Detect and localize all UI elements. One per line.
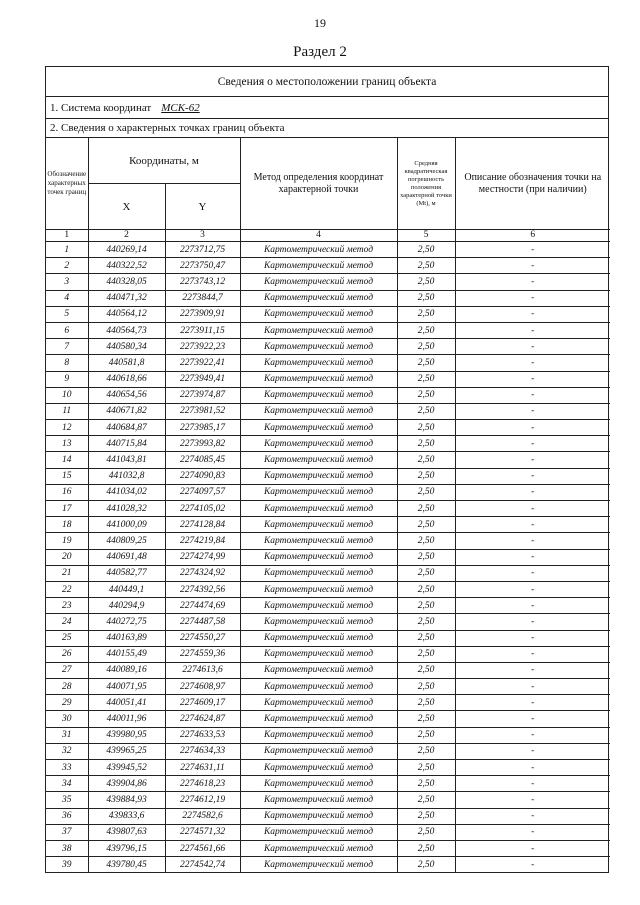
coordinate-x: 439780,45: [88, 857, 165, 873]
table-row: [46, 581, 610, 597]
coordinate-y: 2274561,66: [165, 840, 240, 856]
method-cell: Картометрический метод: [240, 630, 397, 646]
method-cell: Картометрический метод: [240, 743, 397, 759]
coordinate-y: 2273981,52: [165, 403, 240, 419]
method-cell: Картометрический метод: [240, 339, 397, 355]
table-row: [46, 501, 610, 517]
points-caption: 2. Сведения о характерных точках границ объекта: [46, 119, 608, 138]
method-cell: Картометрический метод: [240, 501, 397, 517]
method-cell: Картометрический метод: [240, 258, 397, 274]
description-cell: -: [455, 322, 610, 338]
description-cell: -: [455, 824, 610, 840]
coordinate-x: 440089,16: [88, 662, 165, 678]
method-cell: Картометрический метод: [240, 760, 397, 776]
point-number: 26: [46, 646, 88, 662]
coordinate-y: 2273750,47: [165, 258, 240, 274]
coordinate-x: 441000,09: [88, 517, 165, 533]
description-cell: -: [455, 614, 610, 630]
method-cell: Картометрический метод: [240, 695, 397, 711]
coordinate-x: 440564,12: [88, 306, 165, 322]
points-body: [46, 242, 610, 873]
mt-cell: 2,50: [397, 355, 455, 371]
point-number: 11: [46, 403, 88, 419]
description-cell: -: [455, 857, 610, 873]
coordinate-x: 439796,15: [88, 840, 165, 856]
coordinate-y: 2274613,6: [165, 662, 240, 678]
coordinate-y: 2274085,45: [165, 452, 240, 468]
point-number: 27: [46, 662, 88, 678]
point-number: 29: [46, 695, 88, 711]
table-row: [46, 517, 610, 533]
coordinate-x: 440580,34: [88, 339, 165, 355]
header-description: Описание обозначения точки на местности (при наличии): [455, 138, 610, 230]
mt-cell: 2,50: [397, 258, 455, 274]
table-row: [46, 857, 610, 873]
coordinate-x: 440581,8: [88, 355, 165, 371]
coordinate-x: 440071,95: [88, 679, 165, 695]
column-number: 1: [46, 230, 88, 242]
mt-cell: 2,50: [397, 452, 455, 468]
column-number: 2: [88, 230, 165, 242]
coordinate-y: 2274571,32: [165, 824, 240, 840]
coordinate-x: 439807,63: [88, 824, 165, 840]
page-number: 19: [314, 16, 326, 30]
coordinate-x: 440618,66: [88, 371, 165, 387]
column-number: 5: [397, 230, 455, 242]
coordinate-y: 2274631,11: [165, 760, 240, 776]
description-cell: -: [455, 630, 610, 646]
point-number: 5: [46, 306, 88, 322]
coordinate-y: 2274608,97: [165, 679, 240, 695]
coordinate-y: 2274090,83: [165, 468, 240, 484]
table-row: [46, 630, 610, 646]
point-number: 17: [46, 501, 88, 517]
table-row: [46, 598, 610, 614]
table-row: [46, 662, 610, 678]
point-number: 7: [46, 339, 88, 355]
coordinate-y: 2274274,99: [165, 549, 240, 565]
coordinate-y: 2274559,36: [165, 646, 240, 662]
description-cell: -: [455, 549, 610, 565]
point-number: 10: [46, 387, 88, 403]
description-cell: -: [455, 387, 610, 403]
coordinate-x: 440328,05: [88, 274, 165, 290]
mt-cell: 2,50: [397, 484, 455, 500]
coordinate-y: 2274582,6: [165, 808, 240, 824]
coordinate-y: 2274542,74: [165, 857, 240, 873]
description-cell: -: [455, 533, 610, 549]
table-row: [46, 549, 610, 565]
coordinate-x: 441034,02: [88, 484, 165, 500]
coordinate-x: 440269,14: [88, 242, 165, 258]
mt-cell: 2,50: [397, 614, 455, 630]
description-cell: -: [455, 711, 610, 727]
table-row: [46, 290, 610, 306]
mt-cell: 2,50: [397, 290, 455, 306]
point-number: 15: [46, 468, 88, 484]
point-number: 30: [46, 711, 88, 727]
point-number: 39: [46, 857, 88, 873]
mt-cell: 2,50: [397, 630, 455, 646]
mt-cell: 2,50: [397, 565, 455, 581]
method-cell: Картометрический метод: [240, 776, 397, 792]
method-cell: Картометрический метод: [240, 549, 397, 565]
table-row: [46, 695, 610, 711]
coordinate-x: 440582,77: [88, 565, 165, 581]
point-number: 28: [46, 679, 88, 695]
table-row: [46, 258, 610, 274]
coordinate-x: 439945,52: [88, 760, 165, 776]
coordinate-y: 2273909,91: [165, 306, 240, 322]
description-cell: -: [455, 776, 610, 792]
description-cell: -: [455, 695, 610, 711]
coordinate-x: 441032,8: [88, 468, 165, 484]
point-number: 34: [46, 776, 88, 792]
point-number: 6: [46, 322, 88, 338]
mt-cell: 2,50: [397, 274, 455, 290]
header-method: Метод определения координат характерной точки: [240, 138, 397, 230]
column-number: 4: [240, 230, 397, 242]
method-cell: Картометрический метод: [240, 711, 397, 727]
table-row: [46, 614, 610, 630]
coordinate-y: 2274633,53: [165, 727, 240, 743]
mt-cell: 2,50: [397, 840, 455, 856]
method-cell: Картометрический метод: [240, 355, 397, 371]
mt-cell: 2,50: [397, 662, 455, 678]
table-row: [46, 274, 610, 290]
description-cell: -: [455, 484, 610, 500]
header-x: X: [88, 184, 165, 230]
point-number: 13: [46, 436, 88, 452]
coordinate-y: 2273993,82: [165, 436, 240, 452]
method-cell: Картометрический метод: [240, 242, 397, 258]
coordinate-y: 2274324,92: [165, 565, 240, 581]
point-number: 18: [46, 517, 88, 533]
table-row: [46, 484, 610, 500]
table-row: [46, 743, 610, 759]
coordinate-x: 440671,82: [88, 403, 165, 419]
table-row: [46, 420, 610, 436]
table-row: [46, 355, 610, 371]
coordinate-x: 439884,93: [88, 792, 165, 808]
table-row: [46, 792, 610, 808]
mt-cell: 2,50: [397, 403, 455, 419]
coordinate-x: 440294,9: [88, 598, 165, 614]
method-cell: Картометрический метод: [240, 679, 397, 695]
mt-cell: 2,50: [397, 808, 455, 824]
table-row: [46, 679, 610, 695]
mt-cell: 2,50: [397, 420, 455, 436]
description-cell: -: [455, 646, 610, 662]
coordinate-y: 2274550,27: [165, 630, 240, 646]
point-number: 8: [46, 355, 88, 371]
point-number: 12: [46, 420, 88, 436]
coordinate-x: 440449,1: [88, 581, 165, 597]
table-row: [46, 760, 610, 776]
method-cell: Картометрический метод: [240, 614, 397, 630]
table-row: [46, 565, 610, 581]
coordinate-system-label: 1. Система координат: [50, 102, 152, 114]
points-table: [46, 138, 610, 872]
method-cell: Картометрический метод: [240, 808, 397, 824]
coordinate-y: 2273844,7: [165, 290, 240, 306]
mt-cell: 2,50: [397, 242, 455, 258]
mt-cell: 2,50: [397, 646, 455, 662]
mt-cell: 2,50: [397, 695, 455, 711]
table-row: [46, 306, 610, 322]
coordinate-x: 440163,89: [88, 630, 165, 646]
description-cell: -: [455, 258, 610, 274]
description-cell: -: [455, 339, 610, 355]
table-row: [46, 387, 610, 403]
point-number: 23: [46, 598, 88, 614]
description-cell: -: [455, 274, 610, 290]
description-cell: -: [455, 436, 610, 452]
description-cell: -: [455, 808, 610, 824]
coordinate-y: 2274392,56: [165, 581, 240, 597]
coordinate-x: 440809,25: [88, 533, 165, 549]
mt-cell: 2,50: [397, 501, 455, 517]
coordinate-x: 440715,84: [88, 436, 165, 452]
method-cell: Картометрический метод: [240, 581, 397, 597]
description-cell: -: [455, 452, 610, 468]
mt-cell: 2,50: [397, 306, 455, 322]
method-cell: Картометрический метод: [240, 306, 397, 322]
mt-cell: 2,50: [397, 727, 455, 743]
mt-cell: 2,50: [397, 598, 455, 614]
coordinate-x: 439904,86: [88, 776, 165, 792]
boundary-sheet: [45, 66, 609, 873]
coordinate-x: 440272,75: [88, 614, 165, 630]
mt-cell: 2,50: [397, 468, 455, 484]
table-row: [46, 322, 610, 338]
coordinate-x: 440471,32: [88, 290, 165, 306]
method-cell: Картометрический метод: [240, 792, 397, 808]
table-row: [46, 840, 610, 856]
point-number: 3: [46, 274, 88, 290]
table-row: [46, 371, 610, 387]
header-y: Y: [165, 184, 240, 230]
method-cell: Картометрический метод: [240, 727, 397, 743]
coordinate-y: 2274618,23: [165, 776, 240, 792]
description-cell: -: [455, 565, 610, 581]
coordinate-y: 2273922,23: [165, 339, 240, 355]
table-row: [46, 646, 610, 662]
point-number: 38: [46, 840, 88, 856]
method-cell: Картометрический метод: [240, 484, 397, 500]
point-number: 31: [46, 727, 88, 743]
coordinate-y: 2273949,41: [165, 371, 240, 387]
method-cell: Картометрический метод: [240, 290, 397, 306]
table-row: [46, 727, 610, 743]
method-cell: Картометрический метод: [240, 598, 397, 614]
method-cell: Картометрический метод: [240, 403, 397, 419]
point-number: 37: [46, 824, 88, 840]
point-number: 22: [46, 581, 88, 597]
coordinate-y: 2273743,12: [165, 274, 240, 290]
description-cell: -: [455, 598, 610, 614]
description-cell: -: [455, 517, 610, 533]
coordinate-system-value: МСК-62: [161, 102, 200, 114]
header-coordinates: Координаты, м: [88, 138, 240, 184]
table-row: [46, 824, 610, 840]
table-row: [46, 403, 610, 419]
method-cell: Картометрический метод: [240, 387, 397, 403]
table-row: [46, 468, 610, 484]
point-number: 32: [46, 743, 88, 759]
coordinate-y: 2273911,15: [165, 322, 240, 338]
coordinate-y: 2273974,87: [165, 387, 240, 403]
point-number: 25: [46, 630, 88, 646]
mt-cell: 2,50: [397, 711, 455, 727]
mt-cell: 2,50: [397, 322, 455, 338]
mt-cell: 2,50: [397, 792, 455, 808]
mt-cell: 2,50: [397, 679, 455, 695]
method-cell: Картометрический метод: [240, 468, 397, 484]
method-cell: Картометрический метод: [240, 517, 397, 533]
coordinate-y: 2274634,33: [165, 743, 240, 759]
description-cell: -: [455, 290, 610, 306]
mt-cell: 2,50: [397, 517, 455, 533]
description-cell: -: [455, 840, 610, 856]
description-cell: -: [455, 662, 610, 678]
mt-cell: 2,50: [397, 387, 455, 403]
description-cell: -: [455, 743, 610, 759]
coordinate-x: 440564,73: [88, 322, 165, 338]
point-number: 35: [46, 792, 88, 808]
description-cell: -: [455, 501, 610, 517]
mt-cell: 2,50: [397, 776, 455, 792]
section-title: Раздел 2: [293, 44, 347, 60]
coordinate-y: 2273985,17: [165, 420, 240, 436]
header-point-designation: Обозначение характерных точек границ: [46, 138, 88, 230]
method-cell: Картометрический метод: [240, 662, 397, 678]
coordinate-x: 439980,95: [88, 727, 165, 743]
table-row: [46, 808, 610, 824]
method-cell: Картометрический метод: [240, 420, 397, 436]
point-number: 33: [46, 760, 88, 776]
method-cell: Картометрический метод: [240, 565, 397, 581]
method-cell: Картометрический метод: [240, 371, 397, 387]
description-cell: -: [455, 355, 610, 371]
mt-cell: 2,50: [397, 371, 455, 387]
coordinate-y: 2274097,57: [165, 484, 240, 500]
point-number: 24: [46, 614, 88, 630]
coordinate-x: 440654,56: [88, 387, 165, 403]
coordinate-y: 2274612,19: [165, 792, 240, 808]
coordinate-y: 2274609,17: [165, 695, 240, 711]
mt-cell: 2,50: [397, 436, 455, 452]
mt-cell: 2,50: [397, 533, 455, 549]
description-cell: -: [455, 792, 610, 808]
description-cell: -: [455, 306, 610, 322]
mt-cell: 2,50: [397, 760, 455, 776]
coordinate-x: 440051,41: [88, 695, 165, 711]
description-cell: -: [455, 420, 610, 436]
point-number: 16: [46, 484, 88, 500]
method-cell: Картометрический метод: [240, 646, 397, 662]
description-cell: -: [455, 403, 610, 419]
coordinate-y: 2274105,02: [165, 501, 240, 517]
description-cell: -: [455, 727, 610, 743]
point-number: 36: [46, 808, 88, 824]
mt-cell: 2,50: [397, 743, 455, 759]
coordinate-x: 440322,52: [88, 258, 165, 274]
table-row: [46, 339, 610, 355]
method-cell: Картометрический метод: [240, 436, 397, 452]
point-number: 21: [46, 565, 88, 581]
point-number: 4: [46, 290, 88, 306]
point-number: 9: [46, 371, 88, 387]
table-row: [46, 242, 610, 258]
description-cell: -: [455, 760, 610, 776]
header-mt: Средняя квадратическая погрешность положения характерной точки (Mt), м: [397, 138, 455, 230]
method-cell: Картометрический метод: [240, 322, 397, 338]
coordinate-x: 439965,25: [88, 743, 165, 759]
table-row: [46, 533, 610, 549]
column-numbers-row: [46, 230, 610, 242]
table-row: [46, 711, 610, 727]
coordinate-x: 441043,81: [88, 452, 165, 468]
method-cell: Картометрический метод: [240, 452, 397, 468]
mt-cell: 2,50: [397, 857, 455, 873]
method-cell: Картометрический метод: [240, 857, 397, 873]
method-cell: Картометрический метод: [240, 824, 397, 840]
coordinate-x: 440691,48: [88, 549, 165, 565]
coordinate-y: 2274128,84: [165, 517, 240, 533]
method-cell: Картометрический метод: [240, 533, 397, 549]
sheet-title: Сведения о местоположении границ объекта: [46, 67, 608, 97]
coordinate-x: 440155,49: [88, 646, 165, 662]
point-number: 2: [46, 258, 88, 274]
coordinate-y: 2274474,69: [165, 598, 240, 614]
point-number: 20: [46, 549, 88, 565]
coordinate-x: 440011,96: [88, 711, 165, 727]
coordinate-y: 2274624,87: [165, 711, 240, 727]
coordinate-x: 441028,32: [88, 501, 165, 517]
mt-cell: 2,50: [397, 581, 455, 597]
coordinate-y: 2274487,58: [165, 614, 240, 630]
coordinate-x: 439833,6: [88, 808, 165, 824]
method-cell: Картометрический метод: [240, 274, 397, 290]
point-number: 1: [46, 242, 88, 258]
coordinate-system-line: [46, 97, 608, 119]
table-row: [46, 436, 610, 452]
method-cell: Картометрический метод: [240, 840, 397, 856]
table-row: [46, 776, 610, 792]
coordinate-y: 2274219,84: [165, 533, 240, 549]
description-cell: -: [455, 679, 610, 695]
description-cell: -: [455, 371, 610, 387]
mt-cell: 2,50: [397, 549, 455, 565]
table-row: [46, 452, 610, 468]
description-cell: -: [455, 581, 610, 597]
mt-cell: 2,50: [397, 824, 455, 840]
point-number: 19: [46, 533, 88, 549]
column-number: 6: [455, 230, 610, 242]
coordinate-y: 2273712,75: [165, 242, 240, 258]
coordinate-x: 440684,87: [88, 420, 165, 436]
coordinate-y: 2273922,41: [165, 355, 240, 371]
description-cell: -: [455, 468, 610, 484]
point-number: 14: [46, 452, 88, 468]
column-number: 3: [165, 230, 240, 242]
description-cell: -: [455, 242, 610, 258]
mt-cell: 2,50: [397, 339, 455, 355]
